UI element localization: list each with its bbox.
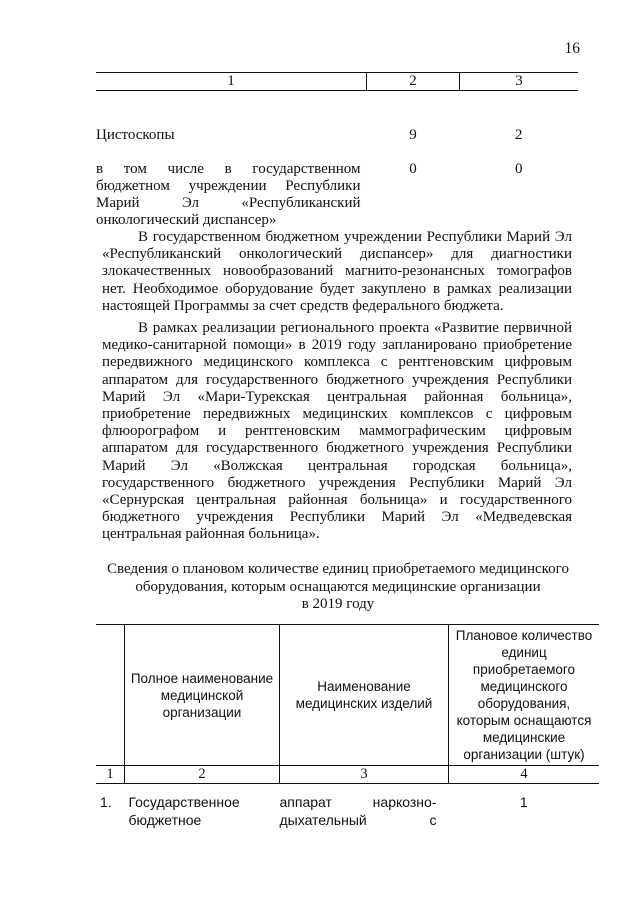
column-header-quantity: Плановое количество единиц приобретаемого медицинского оборудования, которым оснащаются медицинские организации (штук) (449, 625, 600, 766)
planned-equipment-table (96, 624, 599, 829)
equipment-count-worn: 2 (515, 126, 523, 143)
device-name-line: дыхательный с (279, 811, 437, 828)
table-row (96, 161, 578, 229)
spacer-row (96, 784, 599, 795)
spacer-row (96, 91, 578, 127)
device-name (280, 794, 449, 829)
table-header-row (96, 73, 578, 91)
spacer-row (96, 144, 578, 161)
column-number-4: 4 (449, 766, 600, 784)
equipment-name: в том числе в государственном бюджетном учреждении Республики Марий Эл «Республиканский онкологический диспансер» (96, 160, 361, 228)
column-number-2: 2 (367, 73, 460, 91)
equipment-count-total: 0 (409, 160, 417, 177)
column-number-3: 3 (460, 73, 579, 91)
equipment-table-continuation (96, 72, 578, 229)
organization-name-line: Государственное (128, 794, 240, 810)
page-number: 16 (564, 40, 580, 57)
section-heading (100, 561, 576, 614)
table-row (96, 127, 578, 144)
device-name-line: аппарат наркозно- (279, 794, 437, 810)
column-header-organization: Полное наименование медицинской организации (125, 625, 280, 766)
heading-line: Сведения о плановом количестве единиц приобретаемого медицинского (107, 561, 569, 577)
column-header-number (96, 625, 125, 766)
equipment-name: Цистоскопы (96, 126, 175, 143)
heading-line: оборудования, которым оснащаются медицинские организации (135, 578, 541, 595)
row-number: 1. (100, 794, 112, 810)
heading-line: в 2019 году (301, 596, 375, 612)
organization-name (125, 794, 280, 829)
column-number-1: 1 (96, 73, 367, 91)
equipment-count-worn: 0 (515, 160, 523, 177)
paragraph-regional-project: В рамках реализации регионального проекта «Развитие первичной медико-санитарной помощи» в 2019 году запланировано приобретение передвижного медицинского комплекса с рентгеновским цифровым аппаратом для государственного бюджетного учреждения Республики Марий Эл «Мари-Турекская центральная районная больница», приобретение передвижных медицинских комплексов с цифровым флюорографом и рентгеновским маммографическим цифровым аппаратом для государственного бюджетного учреждения Республики Марий Эл «Волжская центральная городская больница», государственного бюджетного учреждения Республики Марий Эл «Сернурская центральная районная больница» и государственного бюджетного учреждения Республики Марий Эл «Медведевская центральная районная больница». (102, 320, 572, 543)
table-row (96, 794, 599, 829)
paragraph-mri-absence: В государственном бюджетном учреждении Республики Марий Эл «Республиканский онкологический диспансер» для диагностики злокачественных новообразований магнито-резонансных томографов нет. Необходимое оборудование будет закуплено в рамках реализации настоящей Программы за счет средств федерального бюджета. (102, 229, 572, 314)
table-header-row (96, 625, 599, 766)
column-number-row (96, 766, 599, 784)
equipment-count-total: 9 (409, 126, 417, 143)
planned-quantity: 1 (519, 794, 528, 810)
column-number-1: 1 (96, 766, 125, 784)
organization-name-line: бюджетное (128, 811, 202, 828)
column-number-3: 3 (280, 766, 449, 784)
column-number-2: 2 (125, 766, 280, 784)
column-header-device: Наименование медицинских изделий (280, 625, 449, 766)
